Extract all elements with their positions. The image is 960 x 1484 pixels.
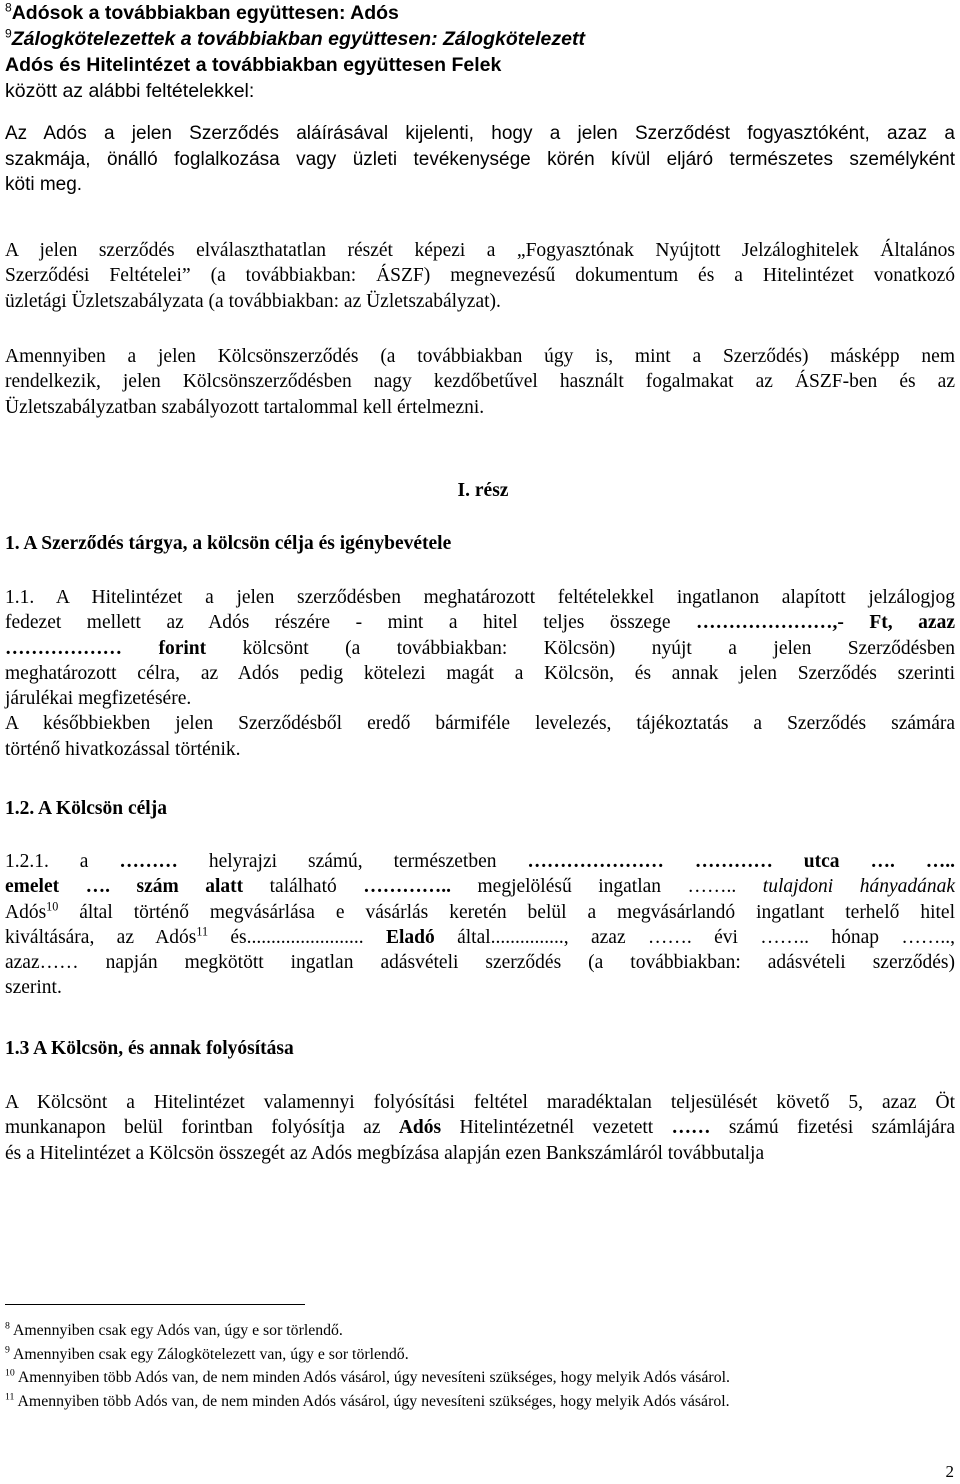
party-definitions — [5, 0, 955, 104]
footnote: $^{11}$ Amennyiben több Adós van, de nem minden Adós vásárol, úgy nevesíteni szükséges, hogy melyik Adós vásárol. — [5, 1391, 730, 1410]
terms-interpretation-paragraph: Amennyiben a jelen Kölcsönszerződés (a továbbiakban úgy is, mint a Szerződés) másképp nem rendelkezik, jelen Kölcsönszerződésben nagy kezdőbetűvel használt fogalmakat az ÁSZF-ben és az Üzletszabályzatban szabályozott tartalommal kell értelmezni. — [5, 346, 955, 418]
section-1-2-1: 1.2.1. a ……… helyrajzi számú, természetben ………………… ………… utca …. ….. emelet …. szám alatt található ………….. megjelölésű ingatlan …….. tulajdoni hányadának Adós$^{10}$ által történő megvásárlása e vásárlás keretén belül a megvásárlandó ingatlant terhelő hitel kiváltására, az Adós$^{11}$ és........................ Eladó által..............., azaz ……. évi …….. hónap …….., azaz…… napján megkötött ingatlan adásvételi szerződés (a továbbiakban: adásvételi szerződés) szerint. — [5, 851, 956, 999]
section-1-2-title: 1.2. A Kölcsön célja — [5, 798, 167, 819]
page-number: 2 — [945, 1462, 954, 1481]
section-1-3: A Kölcsönt a Hitelintézet valamennyi folyósítási feltétel maradéktalan teljesülését követő 5, azaz Öt munkanapon belül forintban folyósítja az Adós Hitelintézetnél vezetett …… számú fizetési számlájára és a Hitelintézet a Kölcsön összegét az Adós megbízása alapján ezen Bankszámláról továbbutalja — [5, 1092, 955, 1164]
footnote-ref: 9 — [5, 26, 12, 41]
footnotes — [5, 1319, 955, 1413]
footnote-ref: 8 — [5, 0, 12, 15]
section-1-3-title: 1.3 A Kölcsön, és annak folyósítása — [5, 1038, 294, 1059]
pledgor-definition: Zálogkötelezettek a továbbiakban együttesen: Zálogkötelezett — [11, 28, 585, 50]
footnote-ref: 11 — [196, 924, 209, 939]
footnote: $^9$ Amennyiben csak egy Zálogkötelezett van, úgy e sor törlendő. — [5, 1344, 409, 1363]
part-title: I. rész — [457, 480, 509, 501]
footnote: $^{10}$ Amennyiben több Adós van, de nem minden Adós vásárol, úgy nevesíteni szükséges, hogy melyik Adós vásárol. — [5, 1367, 730, 1386]
debtor-definition: Adósok a továbbiakban együttesen: Adós — [11, 2, 399, 24]
parties-definition: Adós és Hitelintézet a továbbiakban együttesen Felek — [5, 54, 502, 76]
consumer-declaration-paragraph: Az Adós a jelen Szerződés aláírásával kijelenti, hogy a jelen Szerződést fogyasztóként, azaz a szakmája, önálló foglalkozása vagy üzleti tevékenysége körén kívül eljáró természetes személyként köti meg. — [5, 123, 955, 195]
footnote: $^8$ Amennyiben csak egy Adós van, úgy e sor törlendő. — [5, 1320, 343, 1339]
section-1-title: 1. A Szerződés tárgya, a kölcsön célja és igénybevétele — [5, 533, 452, 554]
footnote-separator — [5, 1304, 305, 1305]
footnote-ref: 10 — [46, 899, 59, 914]
aszf-paragraph: A jelen szerződés elválaszthatatlan részét képezi a „Fogyasztónak Nyújtott Jelzáloghitelek Általános Szerződési Feltételei” (a továbbiakban: ÁSZF) megnevezésű dokumentum és a Hitelintézet vonatkozó üzletági Üzletszabályzata (a továbbiakban: az Üzletszabályzat). — [5, 240, 955, 312]
section-1-1: 1.1. A Hitelintézet a jelen szerződésben meghatározott feltételekkel ingatlanon alapított jelzálogjog fedezet mellett az Adós részére - mint a hitel teljes összege …………………,- Ft, azaz ……………… forint kölcsönt (a továbbiakban: Kölcsön) nyújt a jelen Szerződésben meghatározott célra, az Adós pedig kötelezi magát a Kölcsön, és annak jelen Szerződés szerinti járulékai megfizetésére. A későbbiekben jelen Szerződésből eredő bármiféle levelezés, tájékoztatás a Szerződés számára történő hivatkozással történik. — [5, 587, 955, 760]
conditions-intro: között az alábbi feltételekkel: — [5, 80, 255, 102]
